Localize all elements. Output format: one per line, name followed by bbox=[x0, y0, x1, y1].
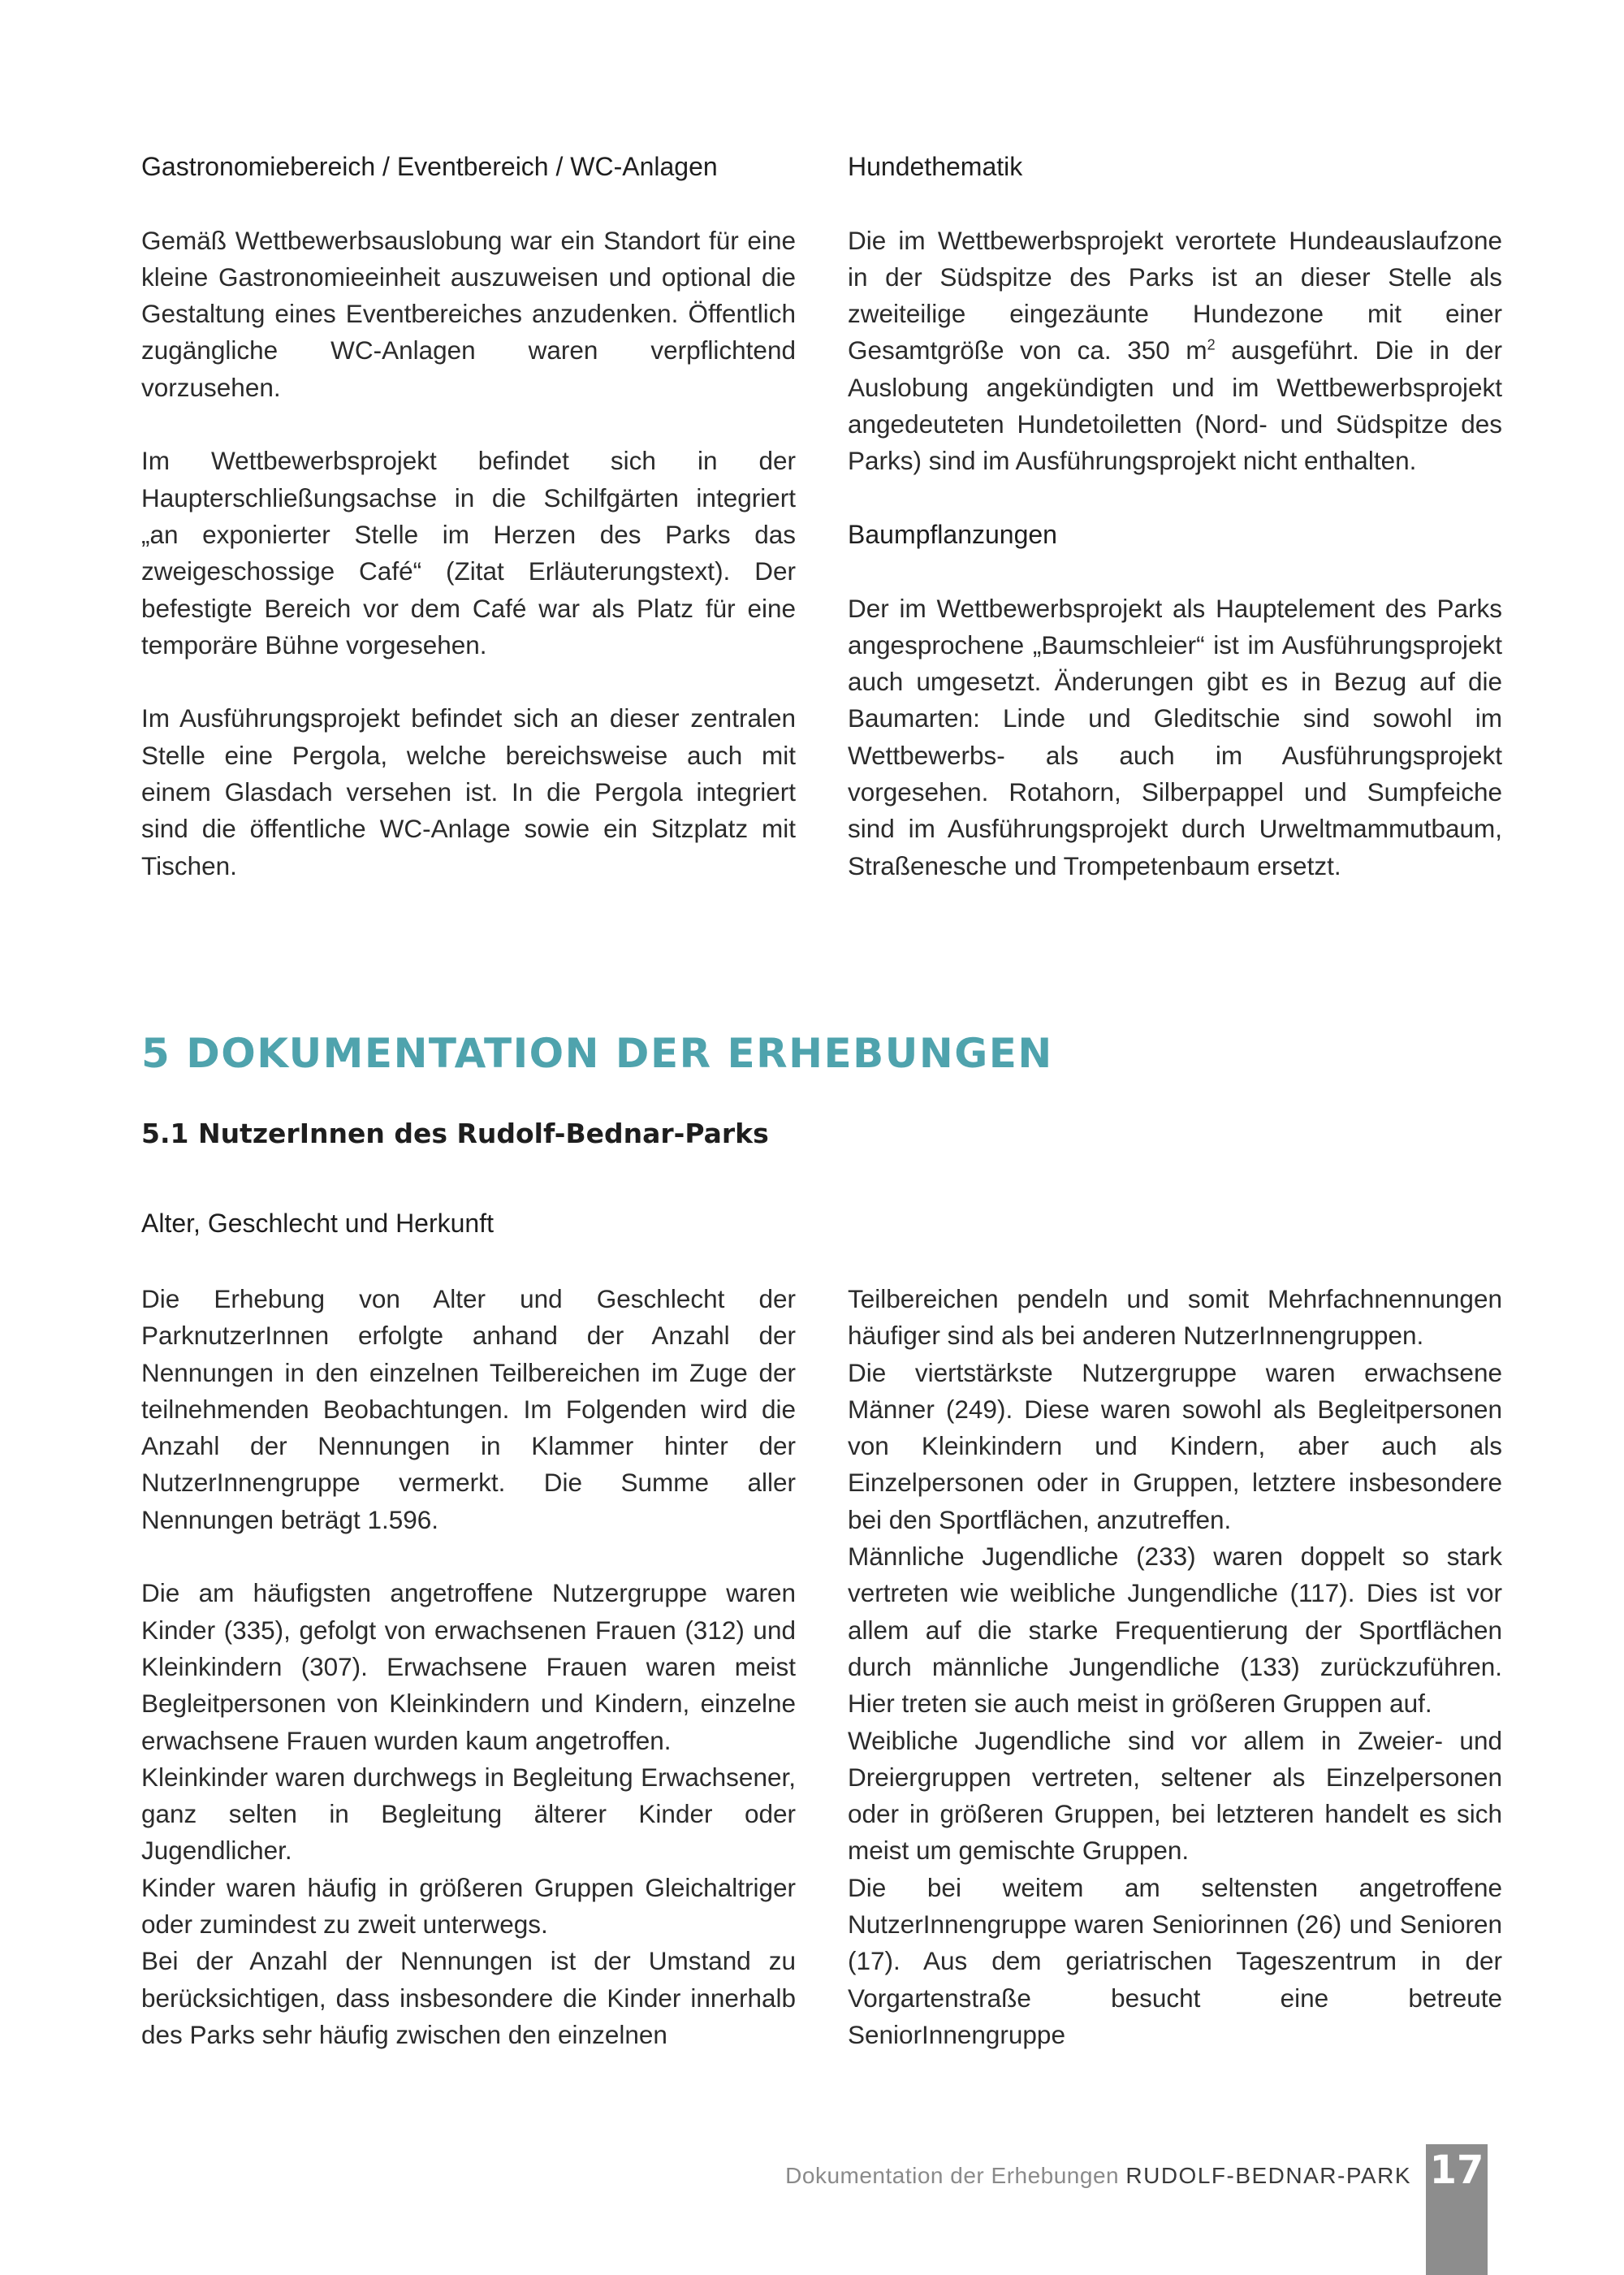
page-number-box bbox=[1426, 2144, 1488, 2275]
gastro-paragraph-3: Im Ausführungsprojekt befindet sich an dieser zentralen Stelle eine Pergola, welche bereichsweise auch mit einem Glasdach versehen ist. In die Pergola integriert sind die öffentliche WC-Anlage sowie ein Sitzplatz mit Tischen. bbox=[141, 703, 796, 880]
chapter-title: 5 DOKUMENTATION DER ERHEBUNGEN bbox=[141, 1030, 1053, 1077]
footer-running-title bbox=[785, 2163, 1411, 2189]
page-number: 17 bbox=[1429, 2147, 1484, 2193]
baum-heading: Baumpflanzungen bbox=[848, 519, 1057, 549]
alter-left-paragraph-2: Die am häufigsten angetroffene Nutzergruppe waren Kinder (335), gefolgt von erwachsenen Frauen (312) und Kleinkindern (307). Erwachsene Frauen waren meist Begleitpersonen von Kleinkindern und Kindern, einzelne erwachsene Frauen wurden kaum angetroffen. bbox=[141, 1578, 796, 1755]
hunde-text-after: ausgeführt. Die in der Auslobung angekündigten und im Wettbewerbsprojekt angedeuteten Hundetoiletten (Nord- und Südspitze des Parks) sind im Ausführungsprojekt nicht enthalten. bbox=[848, 335, 1502, 476]
footer-label: Dokumentation der Erhebungen bbox=[785, 2163, 1120, 2188]
column-top-left bbox=[141, 149, 796, 884]
gastro-heading: Gastronomiebereich / Eventbereich / WC-Anlagen bbox=[141, 152, 718, 181]
superscript-two: 2 bbox=[1207, 336, 1216, 353]
alter-right-paragraph-4: Weibliche Jugendliche sind vor allem in Zweier- und Dreiergruppen vertreten, seltener als Einzelpersonen oder in größeren Gruppen, bei letzteren handelt es sich meist um gemischte Gruppen. bbox=[848, 1725, 1502, 1866]
column-top-right bbox=[848, 149, 1502, 884]
alter-left-paragraph-4: Kinder waren häufig in größeren Gruppen Gleichaltriger oder zumindest zu zweit unterwegs. bbox=[141, 1872, 796, 1940]
gastro-paragraph-1: Gemäß Wettbewerbsauslobung war ein Standort für eine kleine Gastronomieeinheit auszuweisen und optional die Gestaltung eines Eventbereiches anzudenken. Öffentlich zugängliche WC-Anlagen waren verpflichtend vorzusehen. bbox=[141, 225, 796, 402]
alter-right-paragraph-5: Die bei weitem am seltensten angetroffene NutzerInnengruppe waren Seniorinnen (26) und Senioren (17). Aus dem geriatrischen Tageszentrum in der Vorgartenstraße besucht eine betreute SeniorInnengruppe bbox=[848, 1872, 1502, 2049]
alter-left-paragraph-1: Die Erhebung von Alter und Geschlecht der ParknutzerInnen erfolgte anhand der Anzahl der Nennungen in den einzelnen Teilbereichen im Zuge der teilnehmenden Beobachtungen. Im Folgenden wird die Anzahl der Nennungen in Klammer hinter der NutzerInnengruppe vermerkt. Die Summe aller Nennungen beträgt 1.596. bbox=[141, 1284, 796, 1534]
subsection-title: Alter, Geschlecht und Herkunft bbox=[141, 1209, 494, 1238]
baum-paragraph: Der im Wettbewerbsprojekt als Hauptelement des Parks angesprochene „Baumschleier“ ist im Ausführungsprojekt auch umgesetzt. Änderungen gibt es in Bezug auf die Baumarten: Linde und Gleditschie sind sowohl im Wettbewerbs- als auch im Ausführungsprojekt vorgesehen. Rotahorn, Silberpappel und Sumpfeiche sind im Ausführungsprojekt durch Urweltmammutbaum, Straßenesche und Trompetenbaum ersetzt. bbox=[848, 593, 1502, 880]
alter-left-paragraph-5: Bei der Anzahl der Nennungen ist der Umstand zu berücksichtigen, dass insbesondere die Kinder innerhalb des Parks sehr häufig zwischen den einzelnen bbox=[141, 1946, 796, 2049]
column-bottom-left bbox=[141, 1281, 796, 2053]
section-title: 5.1 NutzerInnen des Rudolf-Bednar-Parks bbox=[141, 1118, 769, 1149]
alter-right-paragraph-1: Teilbereichen pendeln und somit Mehrfachnennungen häufiger sind als bei anderen NutzerInnengruppen. bbox=[848, 1284, 1502, 1351]
column-bottom-right bbox=[848, 1281, 1502, 2053]
hunde-heading: Hundethematik bbox=[848, 152, 1023, 181]
hunde-text-before: Die im Wettbewerbsprojekt verortete Hundeauslaufzone in der Südspitze des Parks ist an dieser Stelle als zweiteilige eingezäunte Hundezone mit einer Gesamtgröße von ca. 350 m bbox=[848, 225, 1502, 365]
alter-left-paragraph-3: Kleinkinder waren durchwegs in Begleitung Erwachsener, ganz selten in Begleitung älterer Kinder oder Jugendlicher. bbox=[141, 1762, 796, 1866]
hunde-paragraph bbox=[848, 223, 1502, 480]
alter-right-paragraph-3: Männliche Jugendliche (233) waren doppelt so stark vertreten wie weibliche Jungendliche (117). Dies ist vor allem auf die starke Frequentierung der Sportflächen durch männliche Jungendliche (133) zurückzuführen. Hier treten sie auch meist in größeren Gruppen auf. bbox=[848, 1542, 1502, 1719]
gastro-paragraph-2: Im Wettbewerbsprojekt befindet sich in der Haupterschließungsachse in die Schilfgärten integriert „an exponierter Stelle im Herzen des Parks das zweigeschossige Café“ (Zitat Erläuterungstext). Der befestigte Bereich vor dem Café war als Platz für eine temporäre Bühne vorgesehen. bbox=[141, 446, 796, 660]
footer-title: RUDOLF-BEDNAR-PARK bbox=[1125, 2163, 1411, 2188]
alter-right-paragraph-2: Die viertstärkste Nutzergruppe waren erwachsene Männer (249). Diese waren sowohl als Begleitpersonen von Kleinkindern und Kindern, aber auch als Einzelpersonen oder in Gruppen, letztere insbesondere bei den Sportflächen, anzutreffen. bbox=[848, 1357, 1502, 1534]
